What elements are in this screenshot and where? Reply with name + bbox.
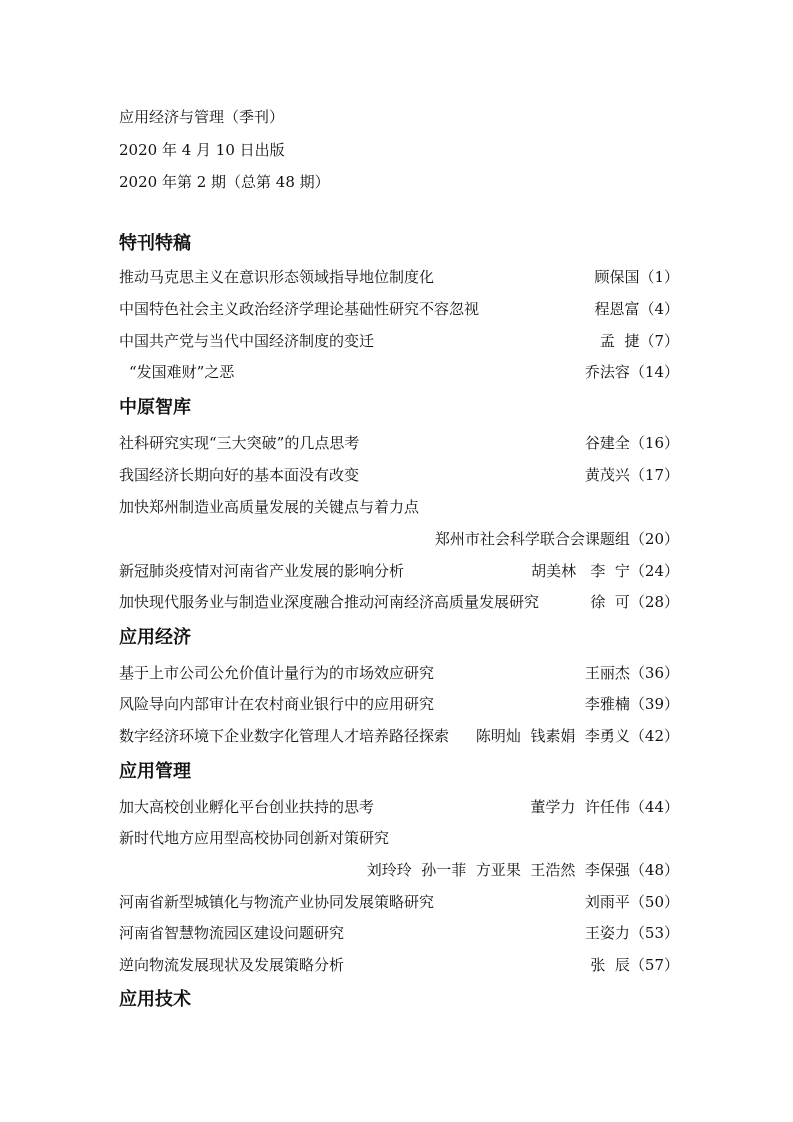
entry-author: 顾保国（1） (594, 268, 679, 286)
entry-title: 河南省新型城镇化与物流产业协同发展策略研究 (119, 893, 435, 911)
section-title-think-tank: 中原智库 (119, 397, 191, 418)
toc-entry[interactable] (119, 693, 679, 715)
entry-author: 胡美林 李 宁（24） (531, 562, 679, 580)
entry-author: 王丽杰（36） (584, 664, 679, 682)
entry-title: 风险导向内部审计在农村商业银行中的应用研究 (119, 695, 435, 713)
section-title-applied-technology: 应用技术 (119, 989, 191, 1010)
toc-entry[interactable] (119, 560, 679, 582)
entry-author: 徐 可（28） (590, 593, 679, 611)
entry-author: 刘玲玲 孙一菲 方亚果 王浩然 李保强（48） (366, 861, 679, 879)
toc-entry[interactable] (119, 496, 679, 518)
entry-title: 加快郑州制造业高质量发展的关键点与着力点 (119, 498, 420, 516)
entry-author: 王姿力（53） (584, 924, 679, 942)
toc-entry[interactable] (119, 432, 679, 454)
entry-title: 新时代地方应用型高校协同创新对策研究 (119, 829, 390, 847)
entry-author: 黄茂兴（17） (584, 466, 679, 484)
entry-title: 我国经济长期向好的基本面没有改变 (119, 466, 360, 484)
toc-entry[interactable] (119, 725, 679, 747)
toc-entry[interactable] (119, 330, 679, 352)
entry-title: 加大高校创业孵化平台创业扶持的思考 (119, 798, 375, 816)
toc-entry[interactable] (119, 922, 679, 944)
entry-title: 中国特色社会主义政治经济学理论基础性研究不容忽视 (119, 300, 480, 318)
entry-author: 董学力 许任伟（44） (530, 798, 679, 816)
entry-title: 逆向物流发展现状及发展策略分析 (119, 956, 345, 974)
entry-author: 陈明灿 钱素娟 李勇义（42） (475, 727, 679, 745)
entry-author: 孟 捷（7） (599, 332, 679, 350)
toc-entry[interactable] (119, 266, 679, 288)
toc-entry[interactable] (119, 298, 679, 320)
entry-title: 加快现代服务业与制造业深度融合推动河南经济高质量发展研究 (119, 593, 540, 611)
entry-author: 李雅楠（39） (584, 695, 679, 713)
section-title-special: 特刊特稿 (119, 233, 191, 254)
entry-title: 中国共产党与当代中国经济制度的变迁 (119, 332, 375, 350)
entry-author: 郑州市社会科学联合会课题组（20） (434, 530, 679, 548)
toc-entry[interactable] (119, 827, 679, 849)
toc-entry[interactable] (119, 591, 679, 613)
section-title-applied-management: 应用管理 (119, 761, 191, 782)
entry-author: 乔法容（14） (584, 363, 679, 381)
entry-title: 新冠肺炎疫情对河南省产业发展的影响分析 (119, 562, 405, 580)
toc-entry[interactable] (119, 796, 679, 818)
entry-author: 张 辰（57） (590, 956, 679, 974)
toc-entry[interactable] (119, 662, 679, 684)
entry-title: 数字经济环境下企业数字化管理人才培养路径探索 (119, 727, 450, 745)
issue-number: 2020 年第 2 期（总第 48 期） (119, 173, 330, 191)
entry-title: 河南省智慧物流园区建设问题研究 (119, 924, 345, 942)
entry-title: 推动马克思主义在意识形态领域指导地位制度化 (119, 268, 435, 286)
entry-title: “发国难财”之恶 (129, 363, 235, 381)
toc-entry[interactable] (119, 361, 679, 383)
entry-title: 社科研究实现“三大突破”的几点思考 (119, 434, 360, 452)
entry-author: 谷建全（16） (584, 434, 679, 452)
toc-entry[interactable] (119, 891, 679, 913)
entry-author: 刘雨平（50） (584, 893, 679, 911)
publish-date: 2020 年 4 月 10 日出版 (119, 141, 285, 159)
journal-name: 应用经济与管理（季刊） (119, 108, 285, 126)
entry-author: 程恩富（4） (594, 300, 679, 318)
entry-title: 基于上市公司公允价值计量行为的市场效应研究 (119, 664, 435, 682)
toc-entry[interactable] (119, 954, 679, 976)
section-title-applied-economics: 应用经济 (119, 627, 191, 648)
toc-entry[interactable] (119, 464, 679, 486)
